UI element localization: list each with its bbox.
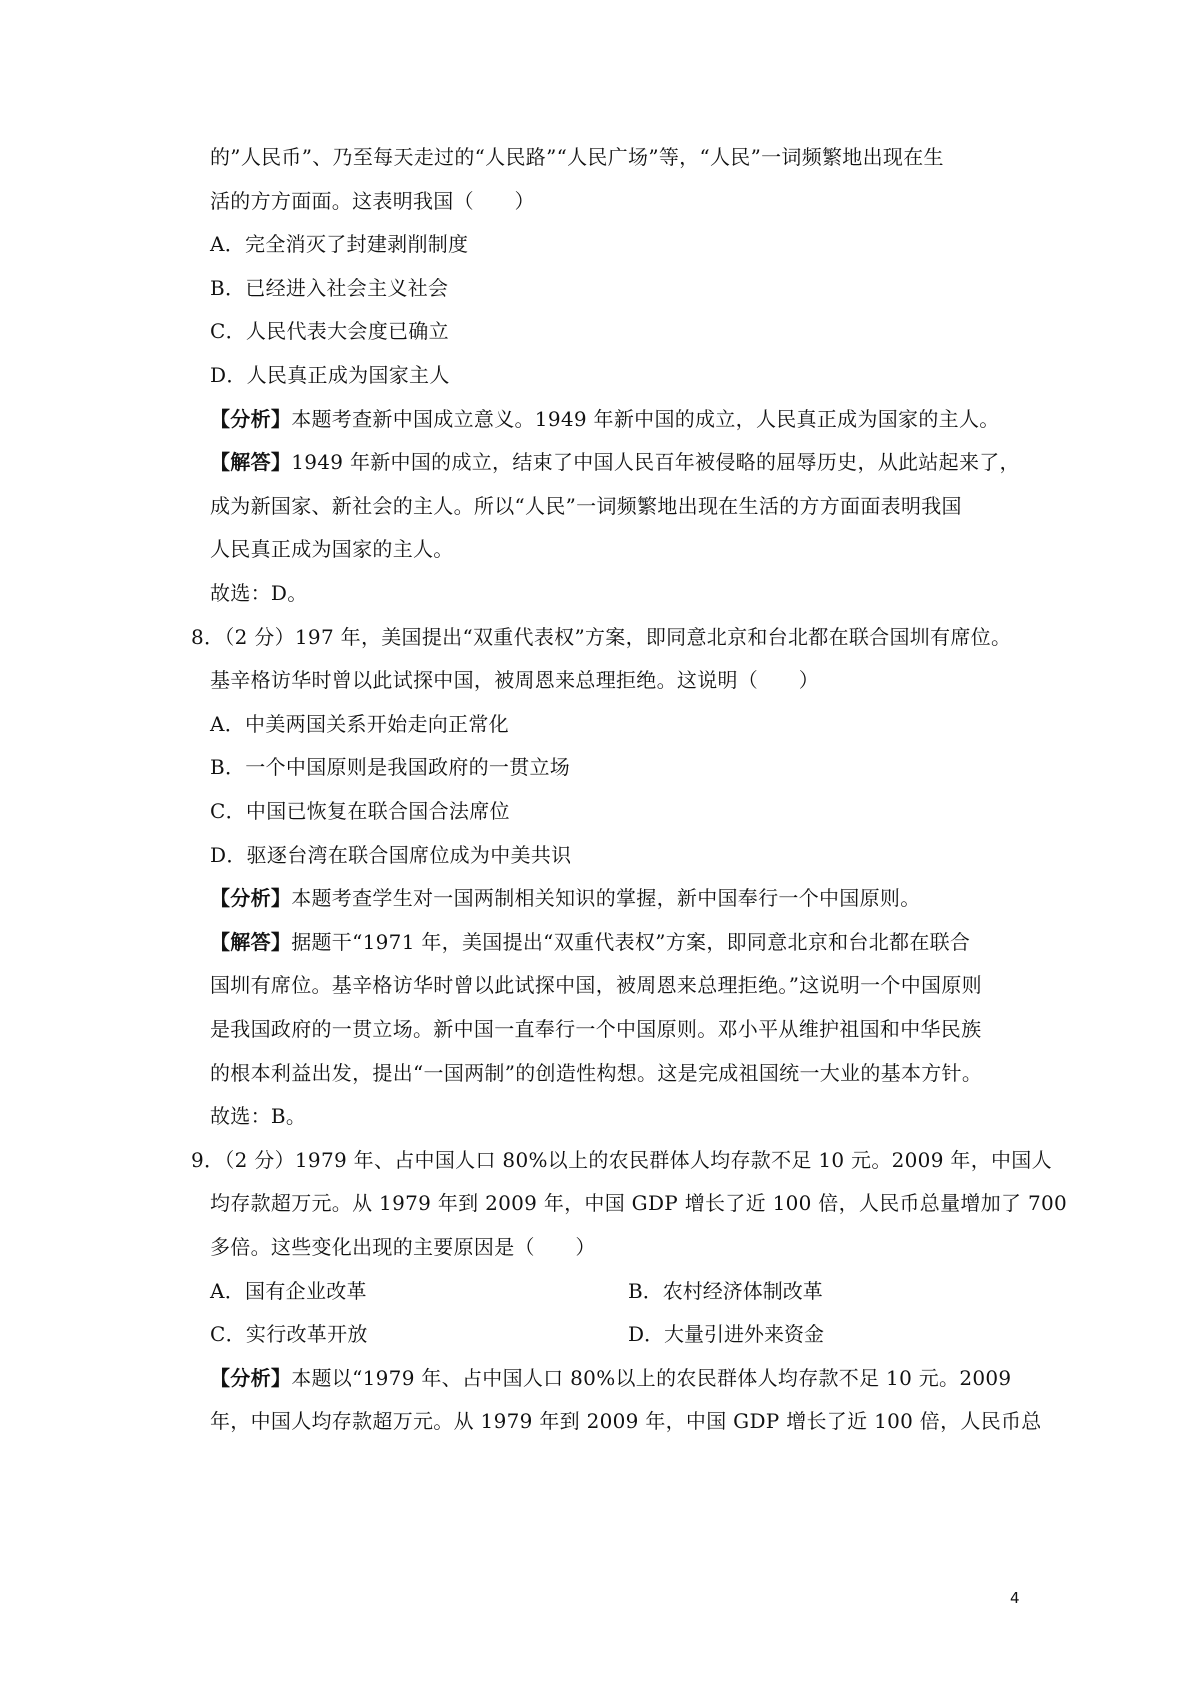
option-c: C．实行改革开放 bbox=[210, 1322, 368, 1346]
analysis-tag: 【分析】 bbox=[210, 1366, 292, 1390]
choice-line: 故选：D。 bbox=[210, 581, 308, 605]
analysis-line bbox=[210, 404, 1030, 434]
question-9: 9．（2 分）1979 年、占中国人口 80%以上的农民群体人均存款不足 10 元。2009 年，中国人 bbox=[191, 1148, 1052, 1172]
text-line: 成为新国家、新社会的主人。所以“人民”一词频繁地出现在生活的方方面面表明我国 bbox=[210, 494, 962, 518]
analysis-line bbox=[210, 1363, 1030, 1393]
page-number: 4 bbox=[1010, 1589, 1020, 1607]
option-c: C．人民代表大会度已确立 bbox=[210, 319, 449, 343]
text-line: 均存款超万元。从 1979 年到 2009 年，中国 GDP 增长了近 100 倍，人民币总量增加了 700 bbox=[210, 1191, 1068, 1215]
option-a: A．国有企业改革 bbox=[210, 1279, 367, 1303]
analysis-text: 本题考查新中国成立意义。1949 年新中国的成立，人民真正成为国家的主人。 bbox=[291, 407, 1000, 431]
analysis-text: 本题以“1979 年、占中国人口 80%以上的农民群体人均存款不足 10 元。2009 bbox=[291, 1366, 1012, 1390]
text-line: 年，中国人均存款超万元。从 1979 年到 2009 年，中国 GDP 增长了近 100 倍，人民币总 bbox=[210, 1409, 1042, 1433]
answer-line bbox=[210, 447, 1030, 477]
option-d: D．驱逐台湾在联合国席位成为中美共识 bbox=[210, 843, 572, 867]
option-b: B．农村经济体制改革 bbox=[628, 1279, 823, 1303]
option-b: B．已经进入社会主义社会 bbox=[210, 276, 449, 300]
text-line: 多倍。这些变化出现的主要原因是（ ） bbox=[210, 1235, 596, 1259]
answer-text: 据题干“1971 年，美国提出“双重代表权”方案，即同意北京和台北都在联合 bbox=[291, 930, 971, 954]
answer-line bbox=[210, 927, 1030, 957]
option-c: C．中国已恢复在联合国合法席位 bbox=[210, 799, 510, 823]
text-line: 活的方方面面。这表明我国（ ） bbox=[210, 189, 535, 213]
analysis-tag: 【分析】 bbox=[210, 886, 292, 910]
option-d: D．人民真正成为国家主人 bbox=[210, 363, 450, 387]
analysis-tag: 【分析】 bbox=[210, 407, 292, 431]
text-line: 的根本利益出发，提出“一国两制”的创造性构想。这是完成祖国统一大业的基本方针。 bbox=[210, 1061, 983, 1085]
option-a: A．中美两国关系开始走向正常化 bbox=[210, 712, 509, 736]
text-line: 是我国政府的一贯立场。新中国一直奉行一个中国原则。邓小平从维护祖国和中华民族 bbox=[210, 1017, 982, 1041]
option-b: B．一个中国原则是我国政府的一贯立场 bbox=[210, 755, 571, 779]
answer-tag: 【解答】 bbox=[210, 450, 292, 474]
text-line: 国圳有席位。基辛格访华时曾以此试探中国，被周恩来总理拒绝。”这说明一个中国原则 bbox=[210, 973, 982, 997]
question-8: 8．（2 分）197 年，美国提出“双重代表权”方案，即同意北京和台北都在联合国圳有席位。 bbox=[191, 625, 1012, 649]
analysis-text: 本题考查学生对一国两制相关知识的掌握，新中国奉行一个中国原则。 bbox=[291, 886, 921, 910]
text-line: 人民真正成为国家的主人。 bbox=[210, 537, 454, 561]
choice-line: 故选：B。 bbox=[210, 1104, 307, 1128]
analysis-line bbox=[210, 883, 1030, 913]
option-a: A．完全消灭了封建剥削制度 bbox=[210, 232, 469, 256]
text-line: 基辛格访华时曾以此试探中国，被周恩来总理拒绝。这说明（ ） bbox=[210, 668, 819, 692]
option-d: D．大量引进外来资金 bbox=[628, 1322, 825, 1346]
answer-tag: 【解答】 bbox=[210, 930, 292, 954]
answer-text: 1949 年新中国的成立，结束了中国人民百年被侵略的屈辱历史，从此站起来了， bbox=[291, 450, 1020, 474]
text-line: 的”人民币”、乃至每天走过的“人民路”“人民广场”等，“人民”一词频繁地出现在生 bbox=[210, 145, 944, 169]
